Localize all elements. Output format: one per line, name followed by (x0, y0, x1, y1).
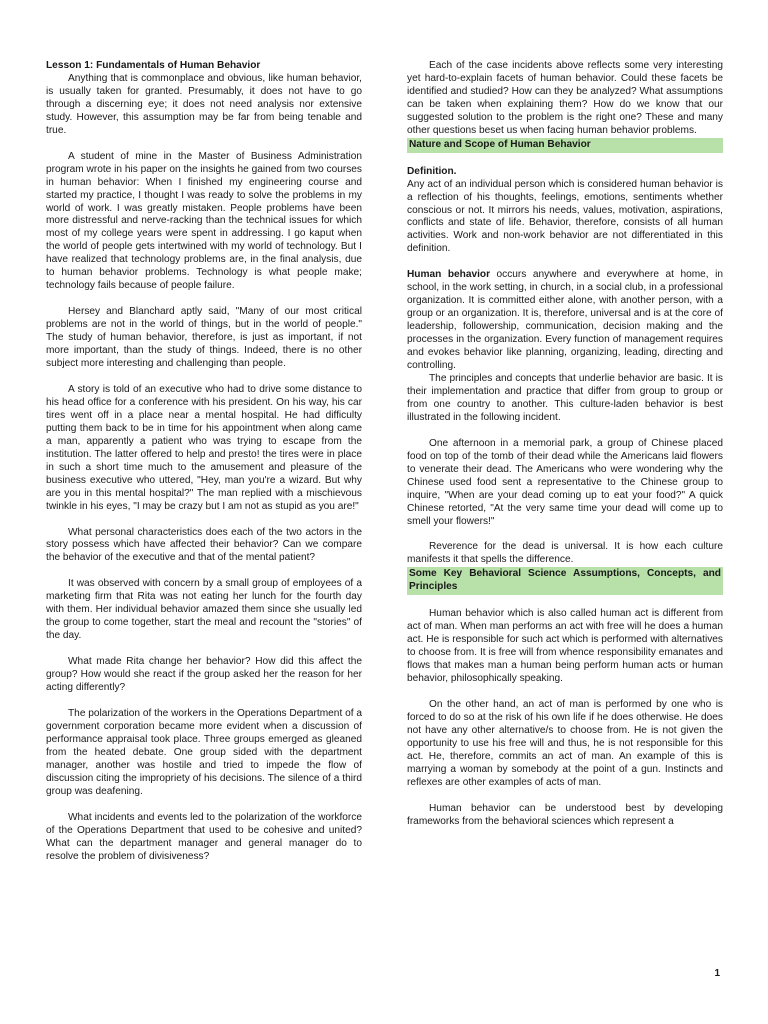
paragraph: The polarization of the workers in the Operations Department of a government corporation became more evident when a discussion of performance appraisal took place. Three groups emerged as gleaned from the heated debate. One group sided with the department manager, another was hostile and tried to impede the flow of discussion citing the impropriety of his decisions. The silence of a third group was deafening. (46, 707, 362, 797)
paragraph: A student of mine in the Master of Business Administration program wrote in his paper on the insights he gained from two courses in human behavior: When I finished my engineering course and started my practice, I thought I was ready to solve the problems in my world of work. I was greatly mistaken. People problems have been more distressful and nerve-racking than the technical issues for which most of my college years were spent in addressing. I go kaput when the world of people gets intertwined with my world of technology. But I have realized that technology problems are, in the final analysis, due to human behavior problems. Technology is what people make; technology fails because of people failure. (46, 150, 362, 292)
paragraph: Human behavior can be understood best by developing frameworks from the behavioral sciences which represent a (407, 802, 723, 827)
paragraph: On the other hand, an act of man is performed by one who is forced to do so at the risk of his own life if he does otherwise. He does not have any other alternative/s to choose from. He is not given the opportunity to use his free will and thus, he is not responsible for this act. He, therefore, commits an act of man. An example of this is marrying a woman by somebody at the point of a gun. Instincts and reflexes are other examples of acts of man. (407, 698, 723, 788)
paragraph: Hersey and Blanchard aptly said, "Many of our most critical problems are not in the world of things, but in the world of people." The study of human behavior, therefore, is just as important, if not more important, than the study of things. Indeed, there is no other subject more interesting and challenging than people. (46, 306, 362, 370)
human-behavior-text: occurs anywhere and everywhere at home, in school, in the work setting, in church, in a social club, in a professional organization. It is committed either alone, with another person, with a group or an organization. It is, therefore, universal and is at the core of leadership, followership, communication, decision making and the processes in the organization. Every function of management requires and evokes behavior like planning, organizing, leading, directing and controlling. (407, 269, 723, 372)
paragraph: Anything that is commonplace and obvious, like human behavior, is usually taken for granted. Presumably, it does not have to go through a discerning eye; it does not need analysis nor extensive study. However, this assumption may be far from being tenable and true. (46, 72, 362, 136)
paragraph: What personal characteristics does each of the two actors in the story possess which have affected their behavior? Can we compare the behavior of the executive and that of the mental patient? (46, 526, 362, 564)
page-number: 1 (714, 968, 720, 979)
human-behavior-label: Human behavior (407, 269, 491, 281)
section-heading-key-assumptions: Some Key Behavioral Science Assumptions, Concepts, and Principles (407, 567, 723, 595)
paragraph: Each of the case incidents above reflects some very interesting yet hard-to-explain facets of human behavior. Could these facets be identified and studied? How can they be analyzed? What assumptions can be taken when explaining them? How do we know that our suggested solution to the problem is the right one? These and many other questions beset us when facing human behavior problems. (407, 60, 723, 136)
paragraph: The principles and concepts that underlie behavior are basic. It is their implementation and practice that differ from group to group or from one country to another. This culture-laden behavior is best illustrated in the following incident. (407, 372, 723, 423)
left-column (46, 60, 362, 863)
paragraph: Reverence for the dead is universal. It is how each culture manifests it that spells the difference. (407, 541, 723, 566)
paragraph: One afternoon in a memorial park, a group of Chinese placed food on top of the tomb of their dead while the Americans laid flowers to venerate their dead. The Americans who were wondering why the Chinese used food sent a representative to the Chinese group to inquire, "When are your dead coming up to eat your food?" A quick Chinese retorted, "At the very same time your dead will come up to smell your flowers!" (407, 437, 723, 527)
paragraph: What made Rita change her behavior? How did this affect the group? How would she react if the group asked her the reason for her acting differently? (46, 656, 362, 694)
paragraph: A story is told of an executive who had to drive some distance to his head office for a conference with his president. On his way, his car tires went off in a place near a mental hospital. He had difficulty putting them back to be in time for his appointment when along came a man, apparently a patient who was trying to escape from the institution. The latter offered to help and presto! the tires were in place in such a short time much to the amusement and pleasure of the business executive who uttered, "Hey, man you're a wizard. But why are you in this mental hospital?" The man replied with a mischievous twinkle in his eyes, "I may be crazy but I am not as stupid as you are!" (46, 383, 362, 512)
right-column (407, 60, 723, 829)
definition-paragraph: Any act of an individual person which is considered human behavior is a reflection of his thoughts, feelings, emotions, sentiments whether conscious or not. It mirrors his needs, values, motivation, aspirations, conflicts and state of life. Behavior, therefore, consists of all human activities. Work and non-work behavior are not differentiated in this definition. (407, 178, 723, 255)
paragraph: It was observed with concern by a small group of employees of a marketing firm that Rita was not eating her lunch for the fourth day with them. Her individual behavior amazed them since she usually led the group to come together, start the meal and recount the "stories" of the day. (46, 578, 362, 642)
definition-label: Definition. (407, 165, 457, 177)
paragraph: Human behavior which is also called human act is different from act of man. When man performs an act with free will he does a human act. He is responsible for such act which is performed with alternatives to choose from. It is free will from whence responsibility emanates and flows that makes man a human being perform human acts or human behavior, philosophically speaking. (407, 608, 723, 685)
human-behavior-paragraph (407, 269, 723, 373)
section-heading-nature-scope: Nature and Scope of Human Behavior (407, 138, 723, 153)
lesson-title: Lesson 1: Fundamentals of Human Behavior (46, 60, 261, 71)
paragraph: What incidents and events led to the polarization of the workforce of the Operations Department that used to be cohesive and united? What can the department manager and general manager do to resolve the problem of divisiveness? (46, 811, 362, 862)
